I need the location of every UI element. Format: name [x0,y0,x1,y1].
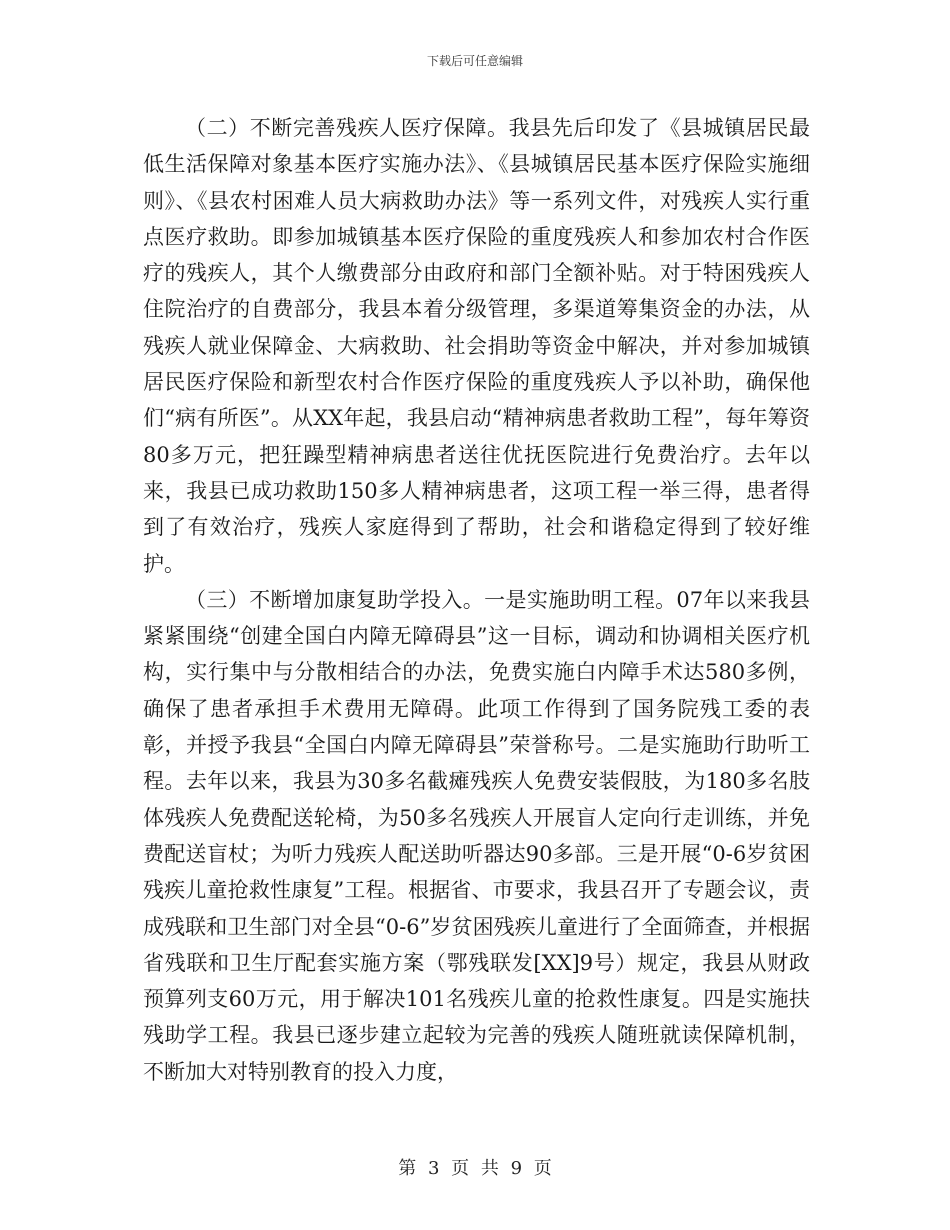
page-header: 下载后可任意编辑 [426,54,523,68]
paragraph-rehabilitation: （三）不断增加康复助学投入。一是实施助明工程。07年以来我县紧紧围绕“创建全国白内障无障碍县”这一目标，调动和协调相关医疗机构，实行集中与分散相结合的办法，免费实施白内障手术达580多例，确保了患者承担手术费用无障碍。此项工作得到了国务院残工委的表彰，并授予我县“全国白内障无障碍县”荣誉称号。二是实施助行助听工程。去年以来，我县为30多名截瘫残疾人免费安装假肢，为180多名肢体残疾人免费配送轮椅，为50多名残疾人开展盲人定向行走训练，并免费配送盲杖；为听力残疾人配送助听器达90多部。三是开展“0-6岁贫困残疾儿童抢救性康复”工程。根据省、市要求，我县召开了专题会议，责成残联和卫生部门对全县“0-6”岁贫困残疾儿童进行了全面筛查，并根据省残联和卫生厅配套实施方案（鄂残联发[XX]9号）规定，我县从财政预算列支60万元，用于解决101名残疾儿童的抢救性康复。四是实施扶残助学工程。我县已逐步建立起较为完善的残疾人随班就读保障机制，不断加大对特别教育的投入力度， [143,587,810,1084]
page-number-footer: 第 3 页 共 9 页 [398,1158,552,1179]
document-body [143,110,810,1090]
paragraph-medical-security: （二）不断完善残疾人医疗保障。我县先后印发了《县城镇居民最低生活保障对象基本医疗实施办法》、《县城镇居民基本医疗保险实施细则》、《县农村困难人员大病救助办法》等一系列文件，对残疾人实行重点医疗救助。即参加城镇基本医疗保险的重度残疾人和参加农村合作医疗的残疾人，其个人缴费部分由政府和部门全额补贴。对于特困残疾人住院治疗的自费部分，我县本着分级管理，多渠道筹集资金的办法，从残疾人就业保障金、大病救助、社会捐助等资金中解决，并对参加城镇居民医疗保险和新型农村合作医疗保险的重度残疾人予以补助，确保他们“病有所医”。从XX年起，我县启动“精神病患者救助工程”，每年筹资80多万元，把狂躁型精神病患者送往优抚医院进行免费治疗。去年以来，我县已成功救助150多人精神病患者，这项工程一举三得，患者得到了有效治疗，残疾人家庭得到了帮助，社会和谐稳定得到了较好维护。 [143,116,810,576]
